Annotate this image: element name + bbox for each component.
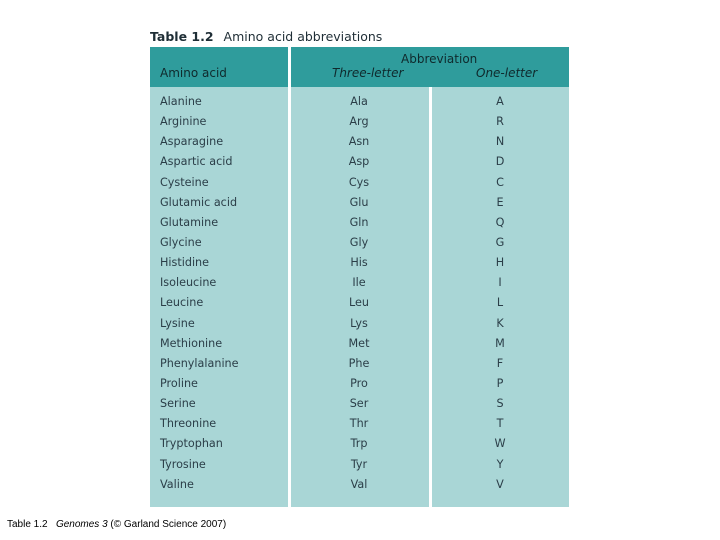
figure-caption bbox=[7, 519, 226, 530]
table-title bbox=[150, 29, 382, 44]
three-letter-code: Met bbox=[348, 336, 370, 350]
one-letter-code: E bbox=[496, 195, 504, 209]
header-abbreviation: Abbreviation bbox=[401, 52, 478, 66]
one-letter-code: Y bbox=[496, 457, 504, 471]
caption-book: Genomes 3 bbox=[55, 519, 108, 530]
three-letter-code: Asp bbox=[348, 155, 370, 169]
three-letter-code: Glu bbox=[349, 195, 369, 209]
amino-acid-name: Methionine bbox=[160, 336, 223, 350]
amino-acid-table bbox=[150, 47, 569, 507]
three-letter-code: Asn bbox=[348, 135, 370, 149]
amino-acid-name: Lysine bbox=[160, 316, 195, 330]
three-letter-code: Thr bbox=[349, 417, 369, 431]
amino-acid-name: Alanine bbox=[160, 95, 202, 108]
caption-credit: (© Garland Science 2007) bbox=[110, 519, 227, 530]
one-letter-code: D bbox=[495, 155, 505, 169]
table-row bbox=[150, 415, 569, 435]
amino-acid-name: Proline bbox=[160, 376, 198, 390]
table-title-text: Amino acid abbreviations bbox=[223, 29, 383, 44]
amino-acid-name: Histidine bbox=[160, 256, 210, 270]
amino-acid-name: Glutamic acid bbox=[160, 195, 238, 209]
caption-prefix: Table 1.2 bbox=[7, 519, 48, 530]
one-letter-code: K bbox=[496, 316, 504, 330]
table-row bbox=[150, 153, 569, 173]
table-row bbox=[150, 476, 569, 496]
table-row bbox=[150, 315, 569, 335]
three-letter-code: Phe bbox=[348, 356, 370, 370]
table-row bbox=[150, 234, 569, 254]
table-body bbox=[150, 93, 569, 496]
one-letter-code: M bbox=[495, 336, 505, 350]
table-row bbox=[150, 214, 569, 234]
three-letter-code: Val bbox=[350, 477, 368, 491]
table-row bbox=[150, 375, 569, 395]
table-row bbox=[150, 335, 569, 355]
table-row bbox=[150, 274, 569, 294]
one-letter-code: A bbox=[496, 95, 504, 108]
table-row bbox=[150, 133, 569, 153]
table-row bbox=[150, 456, 569, 476]
three-letter-code: Leu bbox=[348, 296, 369, 310]
table-row bbox=[150, 93, 569, 113]
three-letter-code: Gly bbox=[349, 235, 369, 249]
amino-acid-name: Threonine bbox=[160, 417, 217, 431]
amino-acid-name: Phenylalanine bbox=[160, 356, 239, 370]
three-letter-code: Tyr bbox=[350, 457, 368, 471]
three-letter-code: Cys bbox=[348, 175, 370, 189]
one-letter-code: Q bbox=[495, 215, 505, 229]
one-letter-code: P bbox=[496, 376, 504, 390]
amino-acid-name: Asparagine bbox=[160, 135, 224, 149]
three-letter-code: Trp bbox=[350, 437, 368, 451]
amino-acid-name: Glycine bbox=[160, 235, 202, 249]
one-letter-code: H bbox=[495, 256, 505, 270]
header-amino-acid: Amino acid bbox=[160, 66, 227, 80]
one-letter-code: L bbox=[496, 296, 504, 310]
one-letter-code: W bbox=[494, 437, 506, 451]
one-letter-code: F bbox=[496, 356, 504, 370]
table-row bbox=[150, 355, 569, 375]
amino-acid-name: Leucine bbox=[160, 296, 204, 310]
amino-acid-name: Serine bbox=[160, 397, 196, 411]
three-letter-code: His bbox=[350, 256, 368, 270]
three-letter-code: Lys bbox=[350, 316, 368, 330]
table-row bbox=[150, 174, 569, 194]
one-letter-code: I bbox=[498, 276, 502, 290]
three-letter-code: Gln bbox=[349, 215, 369, 229]
three-letter-code: Pro bbox=[350, 376, 368, 390]
one-letter-code: G bbox=[495, 235, 505, 249]
table-header bbox=[150, 47, 569, 87]
one-letter-code: S bbox=[496, 397, 504, 411]
one-letter-code: V bbox=[496, 477, 504, 491]
table-number: Table 1.2 bbox=[150, 29, 214, 44]
table-row bbox=[150, 435, 569, 455]
header-one-letter: One-letter bbox=[476, 66, 538, 80]
three-letter-code: Ser bbox=[349, 397, 369, 411]
three-letter-code: Ala bbox=[350, 95, 368, 108]
three-letter-code: Ile bbox=[352, 276, 366, 290]
amino-acid-name: Arginine bbox=[160, 115, 207, 129]
one-letter-code: T bbox=[496, 417, 504, 431]
three-letter-code: Arg bbox=[349, 115, 369, 129]
one-letter-code: R bbox=[496, 115, 504, 129]
amino-acid-name: Tyrosine bbox=[160, 457, 206, 471]
amino-acid-name: Valine bbox=[160, 477, 194, 491]
one-letter-code: C bbox=[496, 175, 504, 189]
table-row bbox=[150, 113, 569, 133]
one-letter-code: N bbox=[495, 135, 505, 149]
header-three-letter: Three-letter bbox=[332, 66, 404, 80]
table-row bbox=[150, 395, 569, 415]
table-row bbox=[150, 254, 569, 274]
amino-acid-name: Glutamine bbox=[160, 215, 219, 229]
amino-acid-name: Isoleucine bbox=[160, 276, 217, 290]
amino-acid-name: Cysteine bbox=[160, 175, 209, 189]
amino-acid-name: Aspartic acid bbox=[160, 155, 233, 169]
table-row bbox=[150, 194, 569, 214]
amino-acid-name: Tryptophan bbox=[160, 437, 223, 451]
table-row bbox=[150, 294, 569, 314]
